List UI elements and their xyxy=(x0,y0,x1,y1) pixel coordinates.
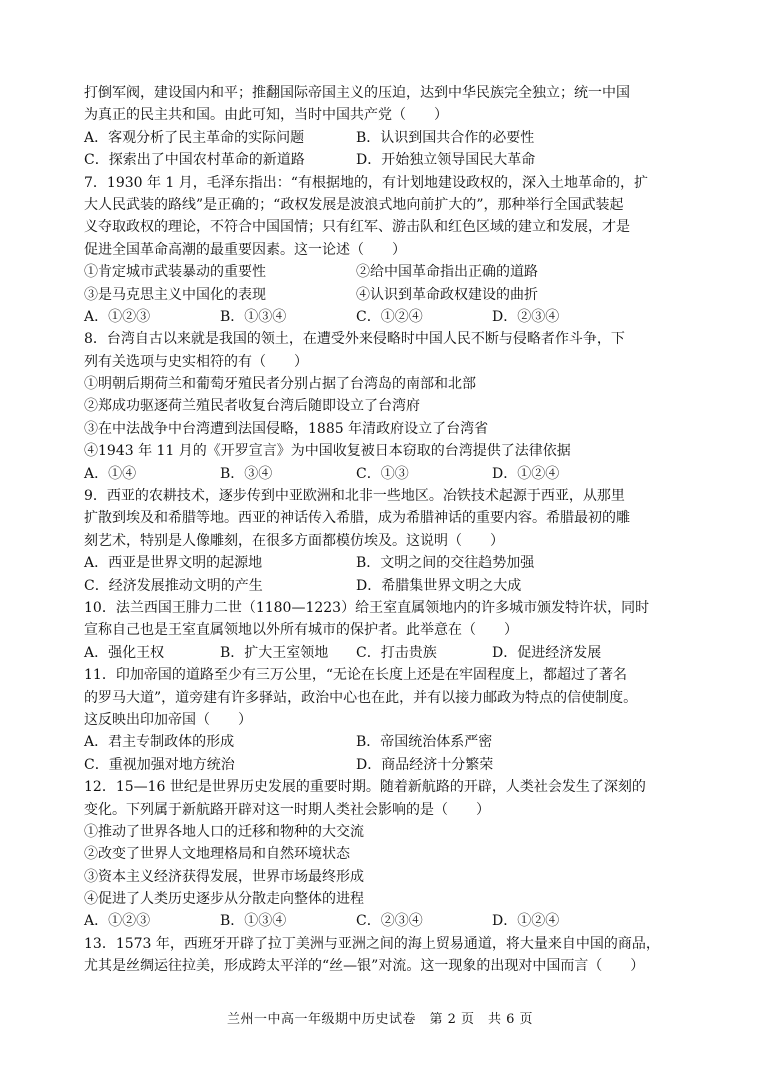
statement-item: ①推动了世界各地人口的迁移和物种的大交流 xyxy=(84,823,364,840)
question-6 xyxy=(84,82,684,172)
option-d: D．开始独立领导国民大革命 xyxy=(356,152,536,169)
option-a: A．①②③ xyxy=(84,913,151,930)
option-b: B．③④ xyxy=(220,465,273,482)
option-d: D．②③④ xyxy=(492,308,560,325)
option-a: A．①②③ xyxy=(84,308,151,325)
option-b: B．帝国统治体系严密 xyxy=(356,734,493,751)
statement-items xyxy=(84,261,684,283)
option-b: B．①③④ xyxy=(220,913,287,930)
option-c: C．探索出了中国农村革命的新道路 xyxy=(84,152,305,169)
answer-options xyxy=(84,306,684,328)
option-c: C．重视加强对地方统治 xyxy=(84,756,235,773)
statement-item: ③在中法战争中台湾遭到法国侵略，1885 年清政府设立了台湾省 xyxy=(84,420,489,437)
statement-item: ④促进了人类历史逐步从分散走向整体的进程 xyxy=(84,891,364,908)
statement-item: ①肯定城市武装暴动的重要性 xyxy=(84,264,266,281)
question-stem-line: 7．1930 年 1 月，毛泽东指出：“有根据地的，有计划地建设政权的，深入土地革命的，扩 xyxy=(84,174,648,191)
answer-options xyxy=(84,127,684,149)
statement-item: ④认识到革命政权建设的曲折 xyxy=(356,286,538,303)
question-stem-line: 这反映出印加帝国（ ） xyxy=(84,711,252,728)
question-7 xyxy=(84,172,684,329)
answer-options xyxy=(84,910,684,932)
page-footer: 兰州一中高一年级期中历史试卷 第 2 页 共 6 页 xyxy=(226,1012,534,1027)
option-d: D．商品经济十分繁荣 xyxy=(356,756,494,773)
question-stem-line: 9．西亚的农耕技术，逐步传到中亚欧洲和北非一些地区。冶铁技术起源于西亚，从那里 xyxy=(84,488,625,505)
question-13 xyxy=(84,933,684,978)
question-stem-line: 促进全国革命高潮的最重要因素。这一论述（ ） xyxy=(84,241,406,258)
option-c: C．①②④ xyxy=(356,308,423,325)
option-d: D．①②④ xyxy=(492,465,560,482)
option-c: C．①③ xyxy=(356,465,409,482)
question-stem-line: 为真正的民主共和国。由此可知，当时中国共产党（ ） xyxy=(84,107,448,124)
question-stem-line: 扩散到埃及和希腊等地。西亚的神话传入希腊，成为希腊神话的重要内容。希腊最初的雕 xyxy=(84,510,630,527)
question-stem-line: 10．法兰西国王腓力二世（1180—1223）给王室直属领地内的许多城市颁发特许状，同时 xyxy=(84,599,650,616)
question-stem-line: 列有关选项与史实相符的有（ ） xyxy=(84,353,308,370)
answer-options xyxy=(84,149,684,171)
exam-content xyxy=(84,82,684,978)
question-8 xyxy=(84,328,684,485)
option-d: D．希腊集世界文明之大成 xyxy=(356,577,522,594)
option-c: C．②③④ xyxy=(356,913,423,930)
statement-item: ④1943 年 11 月的《开罗宣言》为中国收复被日本窃取的台湾提供了法律依据 xyxy=(84,443,571,460)
statement-item: ③是马克思主义中国化的表现 xyxy=(84,286,266,303)
option-a: A．君主专制政体的形成 xyxy=(84,734,235,751)
option-d: D．①②④ xyxy=(492,913,560,930)
question-stem-line: 13．1573 年，西班牙开辟了拉丁美洲与亚洲之间的海上贸易通道，将大量来自中国的商品， xyxy=(84,935,660,952)
option-a: A．客观分析了民主革命的实际问题 xyxy=(84,129,305,146)
question-11 xyxy=(84,664,684,776)
statement-item: ③资本主义经济获得发展，世界市场最终形成 xyxy=(84,868,364,885)
question-stem-line: 刻艺术，特别是人像雕刻，在很多方面都模仿埃及。这说明（ ） xyxy=(84,532,504,549)
question-stem-line: 大人民武装的路线”是正确的；“政权发展是波浪式地向前扩大的”，那种举行全国武装起 xyxy=(84,196,624,213)
question-10 xyxy=(84,597,684,664)
answer-options xyxy=(84,754,684,776)
question-stem-line: 8．台湾自古以来就是我国的领土，在遭受外来侵略时中国人民不断与侵略者作斗争，下 xyxy=(84,331,625,348)
question-stem-line: 尤其是丝绸运往拉美，形成跨太平洋的“丝—银”对流。这一现象的出现对中国而言（ ） xyxy=(84,958,645,975)
answer-options xyxy=(84,463,684,485)
question-stem-line: 11．印加帝国的道路至少有三万公里，“无论在长度上还是在牢固程度上，都超过了著名 xyxy=(84,667,627,684)
statement-item: ②郑成功驱逐荷兰殖民者收复台湾后随即设立了台湾府 xyxy=(84,398,420,415)
statement-item: ②改变了世界人文地理格局和自然环境状态 xyxy=(84,846,350,863)
question-stem-line: 变化。下列属于新航路开辟对这一时期人类社会影响的是（ ） xyxy=(84,801,490,818)
question-stem-line: 12．15—16 世纪是世界历史发展的重要时期。随着新航路的开辟，人类社会发生了深刻的 xyxy=(84,779,646,796)
question-stem-line: 的罗马大道”，道旁建有许多驿站，政治中心也在此，并有以接力邮政为特点的信使制度。 xyxy=(84,689,638,706)
answer-options xyxy=(84,642,684,664)
option-b: B．认识到国共合作的必要性 xyxy=(356,129,535,146)
statement-item: ①明朝后期荷兰和葡萄牙殖民者分别占据了台湾岛的南部和北部 xyxy=(84,376,476,393)
statement-items xyxy=(84,284,684,306)
answer-options xyxy=(84,731,684,753)
option-b: B．①③④ xyxy=(220,308,287,325)
option-a: A．①④ xyxy=(84,465,137,482)
option-d: D．促进经济发展 xyxy=(492,644,602,661)
answer-options xyxy=(84,552,684,574)
question-stem-line: 义夺取政权的理论，不符合中国国情；只有红军、游击队和红色区域的建立和发展，才是 xyxy=(84,219,630,236)
option-b: B．扩大王室领地 xyxy=(220,644,329,661)
option-a: A．西亚是世界文明的起源地 xyxy=(84,555,263,572)
statement-item: ②给中国革命指出正确的道路 xyxy=(356,264,538,281)
question-stem-line: 打倒军阀，建设国内和平；推翻国际帝国主义的压迫，达到中华民族完全独立；统一中国 xyxy=(84,85,630,101)
question-12 xyxy=(84,776,684,933)
option-b: B．文明之间的交往趋势加强 xyxy=(356,555,535,572)
question-stem-line: 宣称自己也是王室直属领地以外所有城市的保护者。此举意在（ ） xyxy=(84,622,518,639)
question-9 xyxy=(84,485,684,597)
option-c: C．经济发展推动文明的产生 xyxy=(84,577,263,594)
option-a: A．强化王权 xyxy=(84,644,165,661)
option-c: C．打击贵族 xyxy=(356,644,437,661)
answer-options xyxy=(84,575,684,597)
